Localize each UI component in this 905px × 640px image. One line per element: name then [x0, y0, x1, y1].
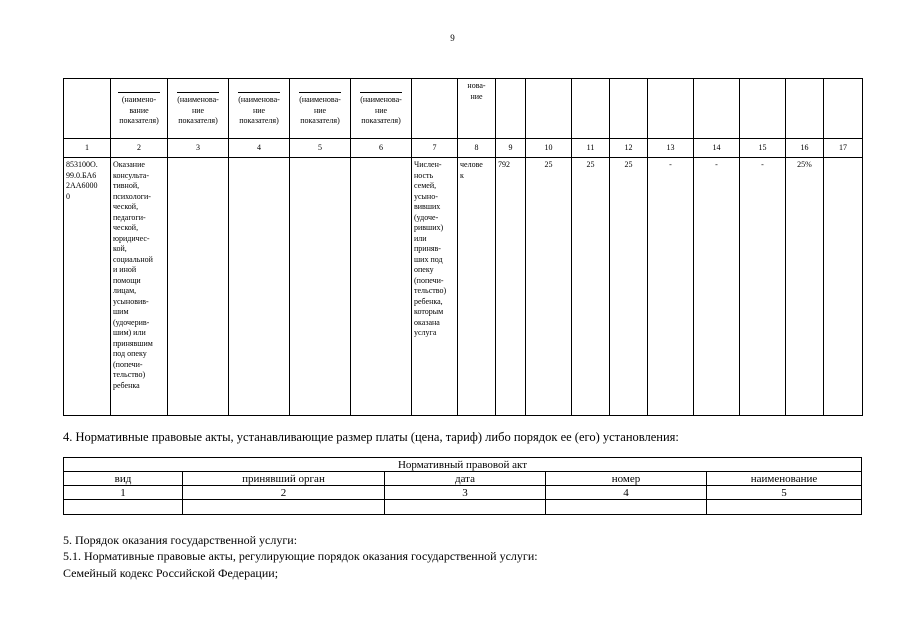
indicator-name-cell — [412, 158, 458, 416]
value-10: 25 — [544, 160, 553, 169]
header-cell-1 — [64, 79, 111, 139]
header-cell-8 — [458, 79, 496, 139]
column-number: 5 — [290, 139, 351, 158]
header-cell-4 — [229, 79, 290, 139]
value-12: 25 — [624, 160, 633, 169]
value-cell-12 — [610, 158, 648, 416]
header-text-2: (наимено- вание показателя) — [119, 95, 159, 125]
acts-header-row — [64, 472, 862, 486]
header-cell-9 — [496, 79, 526, 139]
header-cell-15 — [740, 79, 786, 139]
header-text-3: (наименова- ние показателя) — [177, 95, 219, 125]
okei-code: 792 — [498, 160, 510, 169]
acts-number-row — [64, 486, 862, 500]
header-fragment-row — [64, 79, 863, 139]
data-text-17 — [824, 158, 862, 162]
column-number: 17 — [824, 139, 863, 158]
header-text-6: (наименова- ние показателя) — [360, 95, 402, 125]
column-header: принявший орган — [183, 472, 385, 486]
column-number: 10 — [526, 139, 572, 158]
acts-title-row — [64, 458, 862, 472]
value-15: - — [761, 160, 764, 169]
unit-of-measure: челове к — [460, 160, 483, 180]
service-content-cell — [111, 158, 168, 416]
value-cell-11 — [572, 158, 610, 416]
normative-acts-table — [63, 457, 862, 515]
column-header: наименование — [707, 472, 862, 486]
column-number: 9 — [496, 139, 526, 158]
header-cell-5 — [290, 79, 351, 139]
header-cell-7 — [412, 79, 458, 139]
value-cell-14 — [694, 158, 740, 416]
column-number: 1 — [64, 139, 111, 158]
indicator-name: Числен- ность семей, усыно- вивших (удоче- ривших) или приняв- ших под опеку (попечи- тельство) ребенка, которым оказана услуга — [414, 160, 447, 337]
header-text-8: нова- ние — [467, 81, 486, 101]
table-cell — [183, 500, 385, 515]
value-cell-10 — [526, 158, 572, 416]
column-number: 2 — [111, 139, 168, 158]
column-number: 11 — [572, 139, 610, 158]
data-cell-4 — [229, 158, 290, 416]
value-13: - — [669, 160, 672, 169]
header-text-4: (наименова- ние показателя) — [238, 95, 280, 125]
page-number: 9 — [450, 33, 455, 43]
column-number-row — [64, 139, 863, 158]
indicator-table — [63, 78, 863, 416]
acts-table-title: Нормативный правовой акт — [64, 458, 862, 472]
column-header: вид — [64, 472, 183, 486]
column-number: 14 — [694, 139, 740, 158]
data-text-6 — [351, 158, 411, 162]
registry-number: 853100О. 99.0.БА6 2АА6000 0 — [66, 160, 98, 201]
column-number: 13 — [648, 139, 694, 158]
column-number: 4 — [229, 139, 290, 158]
header-cell-11 — [572, 79, 610, 139]
data-text-4 — [229, 158, 289, 162]
legal-act-text: Семейный кодекс Российской Федерации; — [63, 566, 279, 580]
data-cell-17 — [824, 158, 863, 416]
header-cell-3 — [168, 79, 229, 139]
column-number: 16 — [786, 139, 824, 158]
table-cell — [546, 500, 707, 515]
table-cell — [64, 500, 183, 515]
data-cell-5 — [290, 158, 351, 416]
column-number: 15 — [740, 139, 786, 158]
service-content: Оказание консульта- тивной, психологи- ческой, педагоги- ческой, юридичес- кой, социальной и иной помощи лицам, усыновив- шим (удочерив- шим) или принявшим под опеку (попечи- тельство) ребенка — [113, 160, 153, 390]
column-number: 7 — [412, 139, 458, 158]
header-cell-16 — [786, 79, 824, 139]
registry-number-cell — [64, 158, 111, 416]
value-cell-15 — [740, 158, 786, 416]
section-5-heading: 5. Порядок оказания государственной услуги: — [63, 533, 298, 547]
header-text-5: (наименова- ние показателя) — [299, 95, 341, 125]
table-cell — [707, 500, 862, 515]
value-cell-13 — [648, 158, 694, 416]
data-cell-6 — [351, 158, 412, 416]
header-cell-13 — [648, 79, 694, 139]
column-number: 3 — [385, 486, 546, 500]
deviation-cell-16 — [786, 158, 824, 416]
column-number: 2 — [183, 486, 385, 500]
column-header: дата — [385, 472, 546, 486]
table-cell — [385, 500, 546, 515]
column-number: 6 — [351, 139, 412, 158]
data-text-3 — [168, 158, 228, 162]
header-cell-6 — [351, 79, 412, 139]
header-cell-2 — [111, 79, 168, 139]
okei-code-cell — [496, 158, 526, 416]
unit-cell — [458, 158, 496, 416]
header-cell-17 — [824, 79, 863, 139]
section-4-heading: 4. Нормативные правовые акты, устанавливающие размер платы (цена, тариф) либо порядок ее (его) установления: — [63, 430, 679, 444]
table-row — [64, 158, 863, 416]
value-14: - — [715, 160, 718, 169]
header-cell-12 — [610, 79, 648, 139]
deviation-value: 25% — [797, 160, 812, 169]
column-number: 12 — [610, 139, 648, 158]
column-header: номер — [546, 472, 707, 486]
column-number: 8 — [458, 139, 496, 158]
header-cell-14 — [694, 79, 740, 139]
column-number: 5 — [707, 486, 862, 500]
data-text-5 — [290, 158, 350, 162]
column-number: 3 — [168, 139, 229, 158]
value-11: 25 — [586, 160, 595, 169]
section-5-1-heading: 5.1. Нормативные правовые акты, регулирующие порядок оказания государственной услуги: — [63, 549, 538, 563]
table-row — [64, 500, 862, 515]
column-number: 1 — [64, 486, 183, 500]
data-cell-3 — [168, 158, 229, 416]
header-cell-10 — [526, 79, 572, 139]
column-number: 4 — [546, 486, 707, 500]
